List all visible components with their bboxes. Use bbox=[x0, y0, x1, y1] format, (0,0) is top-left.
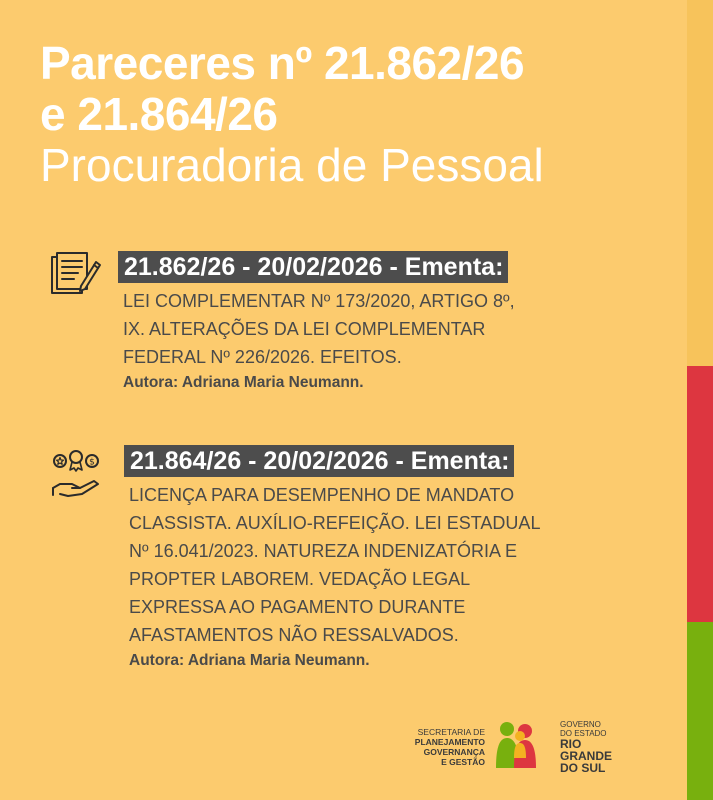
document-pencil-icon bbox=[48, 250, 102, 296]
gov-big-line: RIO bbox=[560, 737, 582, 751]
gov-big-line: GRANDE bbox=[560, 749, 613, 763]
entry-heading: 21.862/26 - 20/02/2026 - Ementa: bbox=[118, 251, 508, 283]
hand-benefits-icon bbox=[50, 448, 102, 500]
entry-parecer-21864 bbox=[124, 445, 644, 673]
svg-text:$: $ bbox=[89, 457, 95, 468]
secretaria-label bbox=[400, 727, 485, 767]
entry-summary-line: CLASSISTA. AUXÍLIO-REFEIÇÃO. LEI ESTADUAL bbox=[129, 513, 541, 533]
secretaria-line: E GESTÃO bbox=[441, 757, 485, 767]
entry-parecer-21862 bbox=[118, 251, 638, 395]
entry-summary-line: AFASTAMENTOS NÃO RESSALVADOS. bbox=[129, 625, 459, 645]
side-stripe-red bbox=[687, 366, 713, 622]
entry-summary-line: PROPTER LABOREM. VEDAÇÃO LEGAL bbox=[129, 569, 471, 589]
title-line-1: Pareceres nº 21.862/26 bbox=[40, 37, 525, 89]
gov-small-line: DO ESTADO bbox=[560, 729, 607, 738]
secretaria-line: PLANEJAMENTO bbox=[414, 737, 485, 747]
entry-summary bbox=[124, 481, 644, 649]
title-line-2: e 21.864/26 bbox=[40, 88, 278, 140]
gov-big-line: DO SUL bbox=[560, 761, 606, 775]
page-title bbox=[40, 38, 544, 191]
people-silhouettes-logo bbox=[492, 716, 544, 768]
side-stripe-green bbox=[687, 622, 713, 800]
entry-summary-line: EXPRESSA AO PAGAMENTO DURANTE bbox=[129, 597, 466, 617]
secretaria-line: GOVERNANÇA bbox=[423, 747, 485, 757]
governo-rs-logo bbox=[560, 720, 612, 774]
entry-heading: 21.864/26 - 20/02/2026 - Ementa: bbox=[124, 445, 514, 477]
entry-summary-line: LEI COMPLEMENTAR Nº 173/2020, ARTIGO 8º, bbox=[123, 291, 515, 311]
entry-summary bbox=[118, 287, 638, 371]
title-line-3: Procuradoria de Pessoal bbox=[40, 139, 544, 191]
side-stripe-yellow bbox=[687, 0, 713, 366]
entry-summary-line: IX. ALTERAÇÕES DA LEI COMPLEMENTAR bbox=[123, 319, 486, 339]
entry-summary-line: Nº 16.041/2023. NATUREZA INDENIZATÓRIA E bbox=[129, 541, 518, 561]
entry-author: Autora: Adriana Maria Neumann. bbox=[123, 374, 364, 391]
entry-author: Autora: Adriana Maria Neumann. bbox=[129, 652, 370, 669]
gov-small-line: GOVERNO bbox=[560, 720, 601, 729]
entry-summary-line: FEDERAL Nº 226/2026. EFEITOS. bbox=[123, 347, 402, 367]
entry-summary-line: LICENÇA PARA DESEMPENHO DE MANDATO bbox=[129, 485, 515, 505]
secretaria-line: SECRETARIA DE bbox=[417, 727, 485, 737]
